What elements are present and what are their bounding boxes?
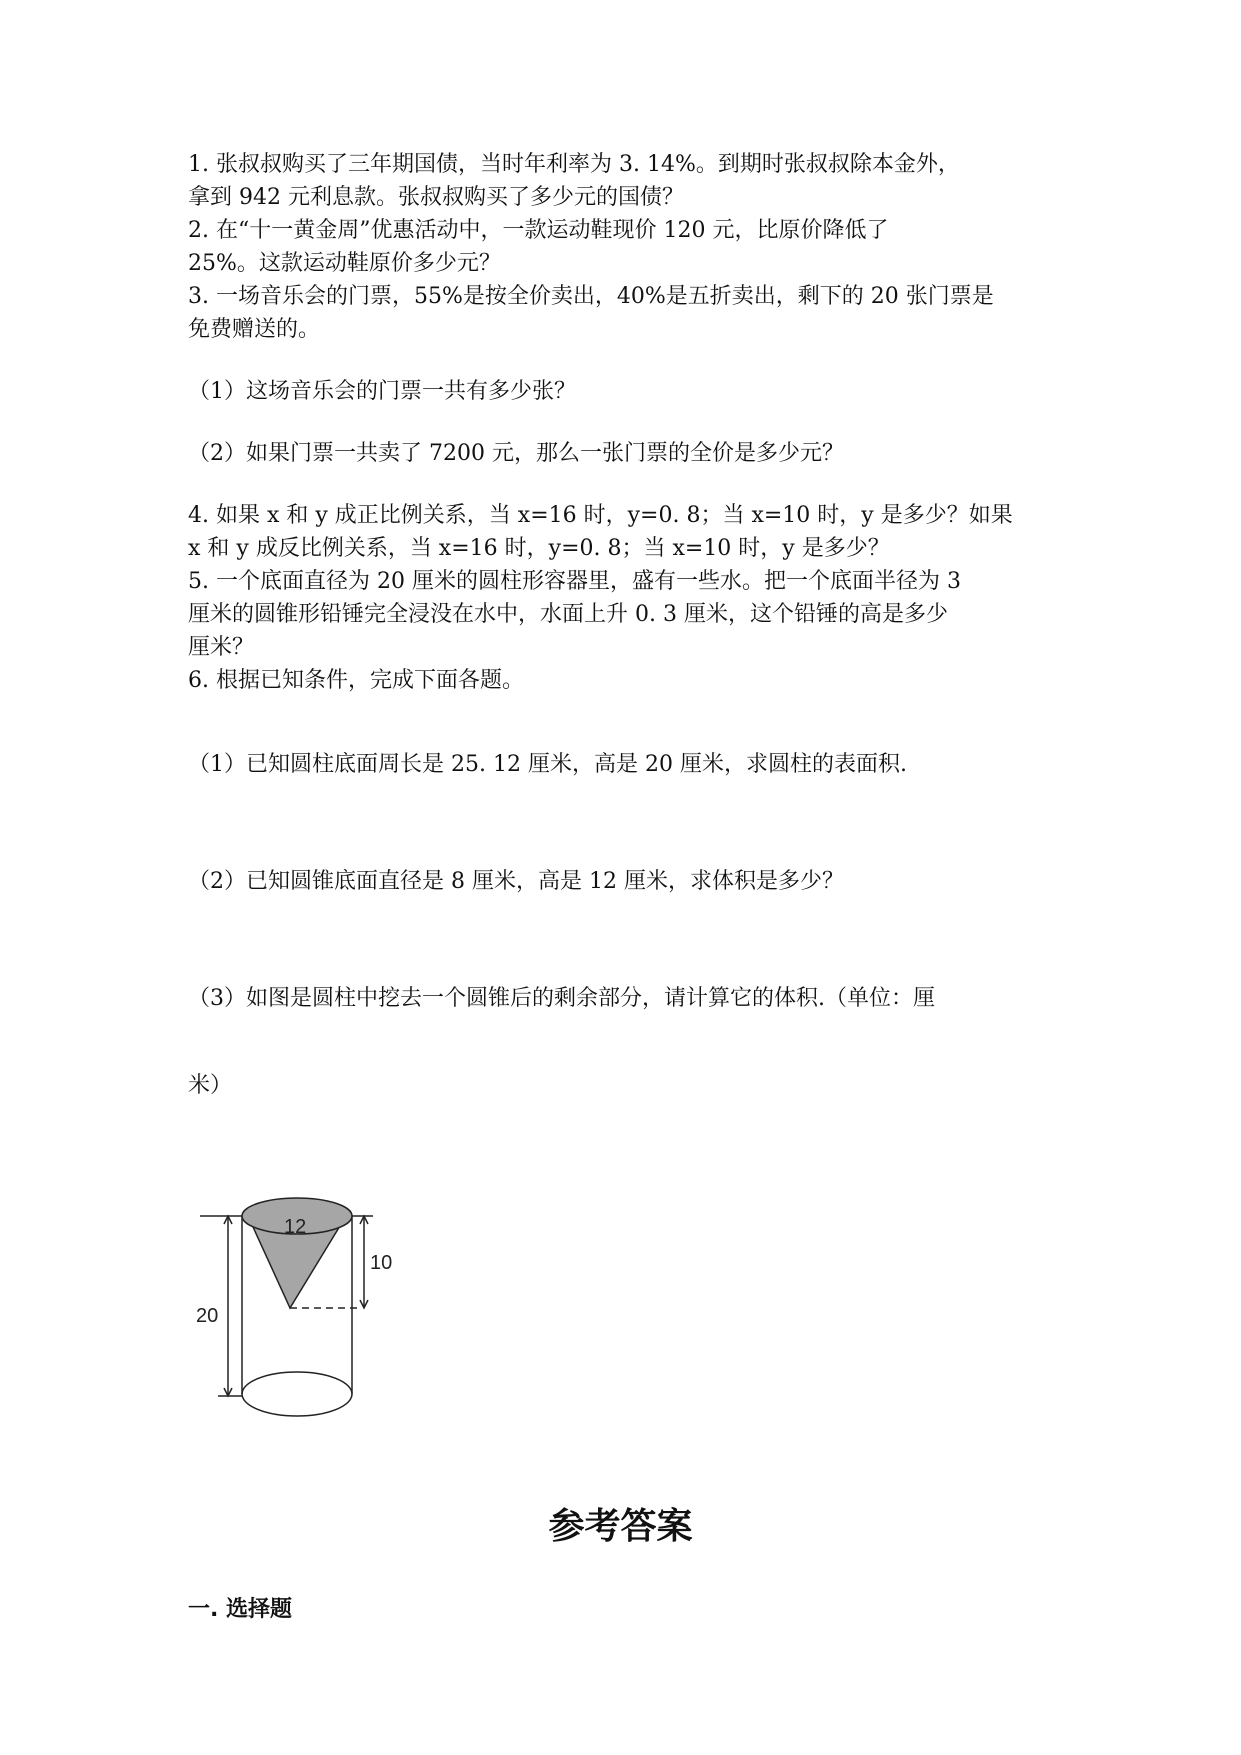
question-3-line-1: 3. 一场音乐会的门票，55%是按全价卖出，40%是五折卖出，剩下的 20 张门票是 xyxy=(188,284,994,309)
question-3-subquestion-2: （2）如果门票一共卖了 7200 元，那么一张门票的全价是多少元？ xyxy=(188,441,844,466)
question-5-line-3: 厘米？ xyxy=(188,635,255,660)
cylinder-height-label: 20 xyxy=(196,1305,219,1327)
question-3-line-2: 免费赠送的。 xyxy=(188,317,321,342)
cylinder-cone-figure xyxy=(188,1194,403,1420)
question-6-subquestion-3-line-2: 米） xyxy=(188,1073,233,1098)
question-6-subquestion-2: （2）已知圆锥底面直径是 8 厘米，高是 12 厘米，求体积是多少？ xyxy=(188,869,844,894)
answer-title: 参考答案 xyxy=(548,1505,693,1547)
question-4-line-1: 4. 如果 x 和 y 成正比例关系，当 x=16 时，y=0. 8；当 x=10 时，y 是多少？如果 xyxy=(188,503,1013,528)
question-1-line-1: 1. 张叔叔购买了三年期国债，当时年利率为 3. 14%。到期时张叔叔除本金外， xyxy=(188,152,960,177)
question-2-line-1: 2. 在“十一黄金周”优惠活动中，一款运动鞋现价 120 元，比原价降低了 xyxy=(188,218,889,243)
question-5-line-2: 厘米的圆锥形铅锤完全浸没在水中，水面上升 0. 3 厘米，这个铅锤的高是多少 xyxy=(188,602,948,627)
cone-height-label: 10 xyxy=(370,1252,393,1274)
question-6-line-1: 6. 根据已知条件，完成下面各题。 xyxy=(188,668,524,693)
diameter-label: 12 xyxy=(284,1216,307,1238)
question-3-subquestion-1: （1）这场音乐会的门票一共有多少张？ xyxy=(188,379,576,404)
question-6-subquestion-3-line-1: （3）如图是圆柱中挖去一个圆锥后的剩余部分，请计算它的体积.（单位：厘 xyxy=(188,986,935,1011)
question-1-line-2: 拿到 942 元利息款。张叔叔购买了多少元的国债？ xyxy=(188,185,684,210)
question-2-line-2: 25%。这款运动鞋原价多少元？ xyxy=(188,251,501,276)
section-heading-choice: 一. 选择题 xyxy=(188,1597,293,1622)
cylinder-bottom-ellipse xyxy=(242,1372,352,1416)
question-6-subquestion-1: （1）已知圆柱底面周长是 25. 12 厘米，高是 20 厘米，求圆柱的表面积. xyxy=(188,752,907,777)
question-5-line-1: 5. 一个底面直径为 20 厘米的圆柱形容器里，盛有一些水。把一个底面半径为 3 xyxy=(188,569,961,594)
question-4-line-2: x 和 y 成反比例关系，当 x=16 时，y=0. 8；当 x=10 时，y 是多少？ xyxy=(188,536,890,561)
